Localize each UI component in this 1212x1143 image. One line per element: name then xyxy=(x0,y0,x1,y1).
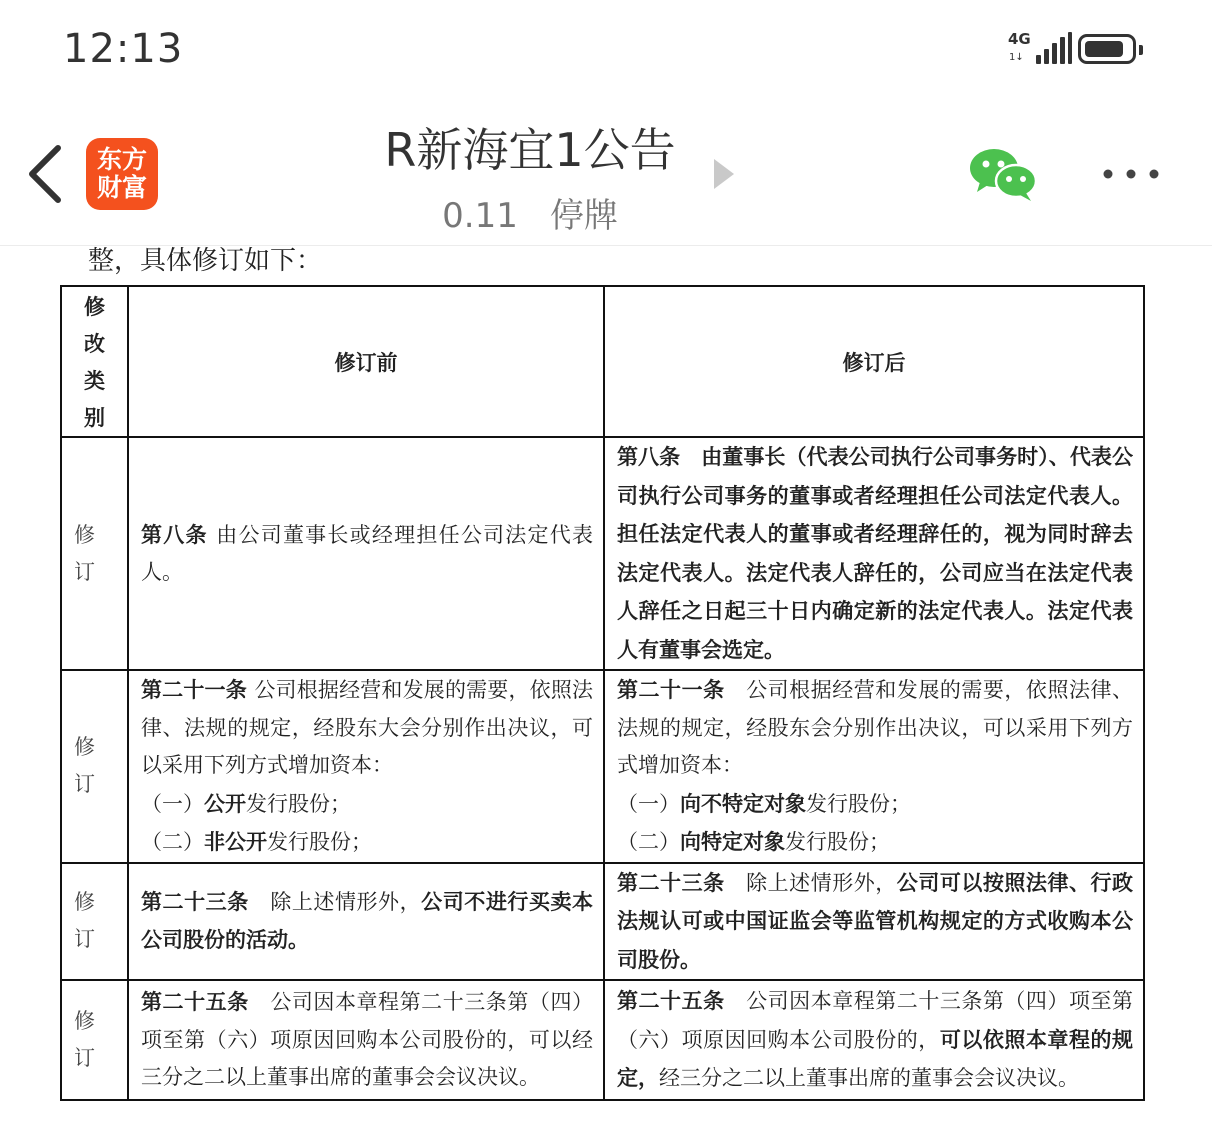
revision-table xyxy=(60,285,1145,1101)
signal-bars-icon xyxy=(1030,32,1072,64)
bold-text: 公开 xyxy=(204,790,246,816)
before-header: 修订前 xyxy=(128,286,604,437)
plain-text: 由公司董事长或经理担任公司法定代表人。 xyxy=(141,522,593,584)
back-arrow-icon xyxy=(22,142,72,206)
signal-indicator xyxy=(1008,32,1070,68)
row-category xyxy=(61,863,128,981)
category-char: 修 xyxy=(74,735,95,760)
bold-text: 第八条 xyxy=(141,521,217,547)
category-char: 订 xyxy=(74,1046,95,1070)
table-row xyxy=(61,863,1144,981)
row-category xyxy=(61,437,128,670)
before-cell xyxy=(128,863,604,981)
category-char: 修 xyxy=(74,890,95,915)
category-header-char: 别 xyxy=(84,404,105,430)
plain-text: 公司因本章程第二十三条第（四）项至第（六）项原因回购本公司股份的， xyxy=(617,989,1134,1052)
stock-quote xyxy=(330,188,730,237)
back-button[interactable] xyxy=(22,142,72,206)
before-cell xyxy=(128,980,604,1100)
category-char: 订 xyxy=(74,772,95,797)
stock-price: 0.11 xyxy=(442,196,518,236)
plain-text: （一） xyxy=(141,791,204,816)
bold-text: 公司可以按照法律、行政法规认可或中国证监会等监管机构规定的方式收购本公司股份。 xyxy=(617,869,1134,972)
after-header: 修订后 xyxy=(604,286,1144,437)
plain-text: 发行股份； xyxy=(785,830,890,854)
row-category xyxy=(61,980,128,1100)
plain-text: 发行股份； xyxy=(246,791,351,816)
bold-text: 向特定对象 xyxy=(680,829,785,854)
plain-text: 除上述情形外， xyxy=(270,889,422,914)
category-char: 订 xyxy=(74,559,95,584)
app-header xyxy=(0,100,1212,246)
plain-text: 除上述情形外， xyxy=(746,870,897,895)
stock-status: 停牌 xyxy=(549,196,618,236)
category-header-char: 改 xyxy=(84,330,105,356)
network-type-label: 4G xyxy=(1008,30,1031,48)
bold-text: 公司不进行买卖本公司股份的活动。 xyxy=(141,888,594,953)
category-header xyxy=(61,286,128,437)
intro-text: 整，具体修订如下： xyxy=(88,246,323,276)
category-char: 修 xyxy=(74,1009,95,1033)
category-header-char: 类 xyxy=(84,367,105,393)
plain-text: （二） xyxy=(141,830,204,854)
table-row xyxy=(61,670,1144,863)
play-icon[interactable] xyxy=(714,159,734,189)
row-category xyxy=(61,670,128,863)
wechat-icon xyxy=(968,146,1038,202)
more-button[interactable] xyxy=(1100,162,1162,186)
brand-logo-line2: 财富 xyxy=(96,173,147,202)
bold-text: 第二十三条 xyxy=(617,869,747,895)
bold-text: 第八条 由董事长（代表公司执行公司事务时）、代表公司执行公司事务的董事或者经理担任公司法定代表人。担任法定代表人的董事或者经理辞任的，视为同时辞去法定代表人。法定代表人辞任的，公司应当在法定代表人辞任之日起三十日内确定新的法定代表人。法定代表人有董事会选定。 xyxy=(617,444,1133,662)
after-cell xyxy=(604,863,1144,981)
brand-logo[interactable] xyxy=(86,138,158,210)
after-cell xyxy=(604,437,1144,670)
plain-text: 公司根据经营和发展的需要，依照法律、法规的规定，经股东会分别作出决议，可以采用下列方式增加资本： xyxy=(617,678,1134,777)
bold-text: 非公开 xyxy=(204,829,267,854)
category-header-char: 修 xyxy=(84,293,105,319)
table-row xyxy=(61,437,1144,670)
clock: 12:13 xyxy=(63,26,184,72)
bold-text: 第二十三条 xyxy=(141,888,271,914)
after-cell xyxy=(604,670,1144,863)
bold-text: 第二十五条 xyxy=(141,989,271,1015)
table-row xyxy=(61,980,1144,1100)
stock-title-block[interactable] xyxy=(330,120,730,237)
plain-text: （二） xyxy=(617,830,680,854)
before-cell xyxy=(128,437,604,670)
table-header-row xyxy=(61,286,1144,437)
category-char: 订 xyxy=(74,927,95,952)
plain-text: 公司根据经营和发展的需要，依照法律、法规的规定，经股东大会分别作出决议，可以采用下列方式增加资本： xyxy=(141,678,594,777)
bold-text: 第二十五条 xyxy=(617,988,747,1014)
plain-text: 经三分之二以上董事出席的董事会会议决议。 xyxy=(659,1066,1079,1091)
brand-logo-line1: 东方 xyxy=(96,145,147,174)
plain-text: 发行股份； xyxy=(267,830,372,854)
bold-text: 可以依照本章程的规定， xyxy=(617,1026,1134,1091)
bold-text: 向不特定对象 xyxy=(680,790,806,816)
after-cell xyxy=(604,980,1144,1100)
category-char: 修 xyxy=(74,522,95,547)
battery-icon xyxy=(1078,34,1136,64)
page-title: R新海宜1公告 xyxy=(384,123,676,177)
bold-text: 第二十一条 xyxy=(141,677,255,702)
before-cell xyxy=(128,670,604,863)
wechat-share-button[interactable] xyxy=(968,146,1038,202)
plain-text: 发行股份； xyxy=(806,791,911,816)
network-activity-label: 1↓ xyxy=(1009,52,1024,63)
bold-text: 第二十一条 xyxy=(617,677,747,702)
plain-text: 公司因本章程第二十三条第（四）项至第（六）项原因回购本公司股份的，可以经三分之二以上董事出席的董事会会议决议。 xyxy=(141,990,594,1090)
status-bar xyxy=(0,0,1212,100)
more-icon xyxy=(1100,162,1162,186)
plain-text: （一） xyxy=(617,791,680,816)
